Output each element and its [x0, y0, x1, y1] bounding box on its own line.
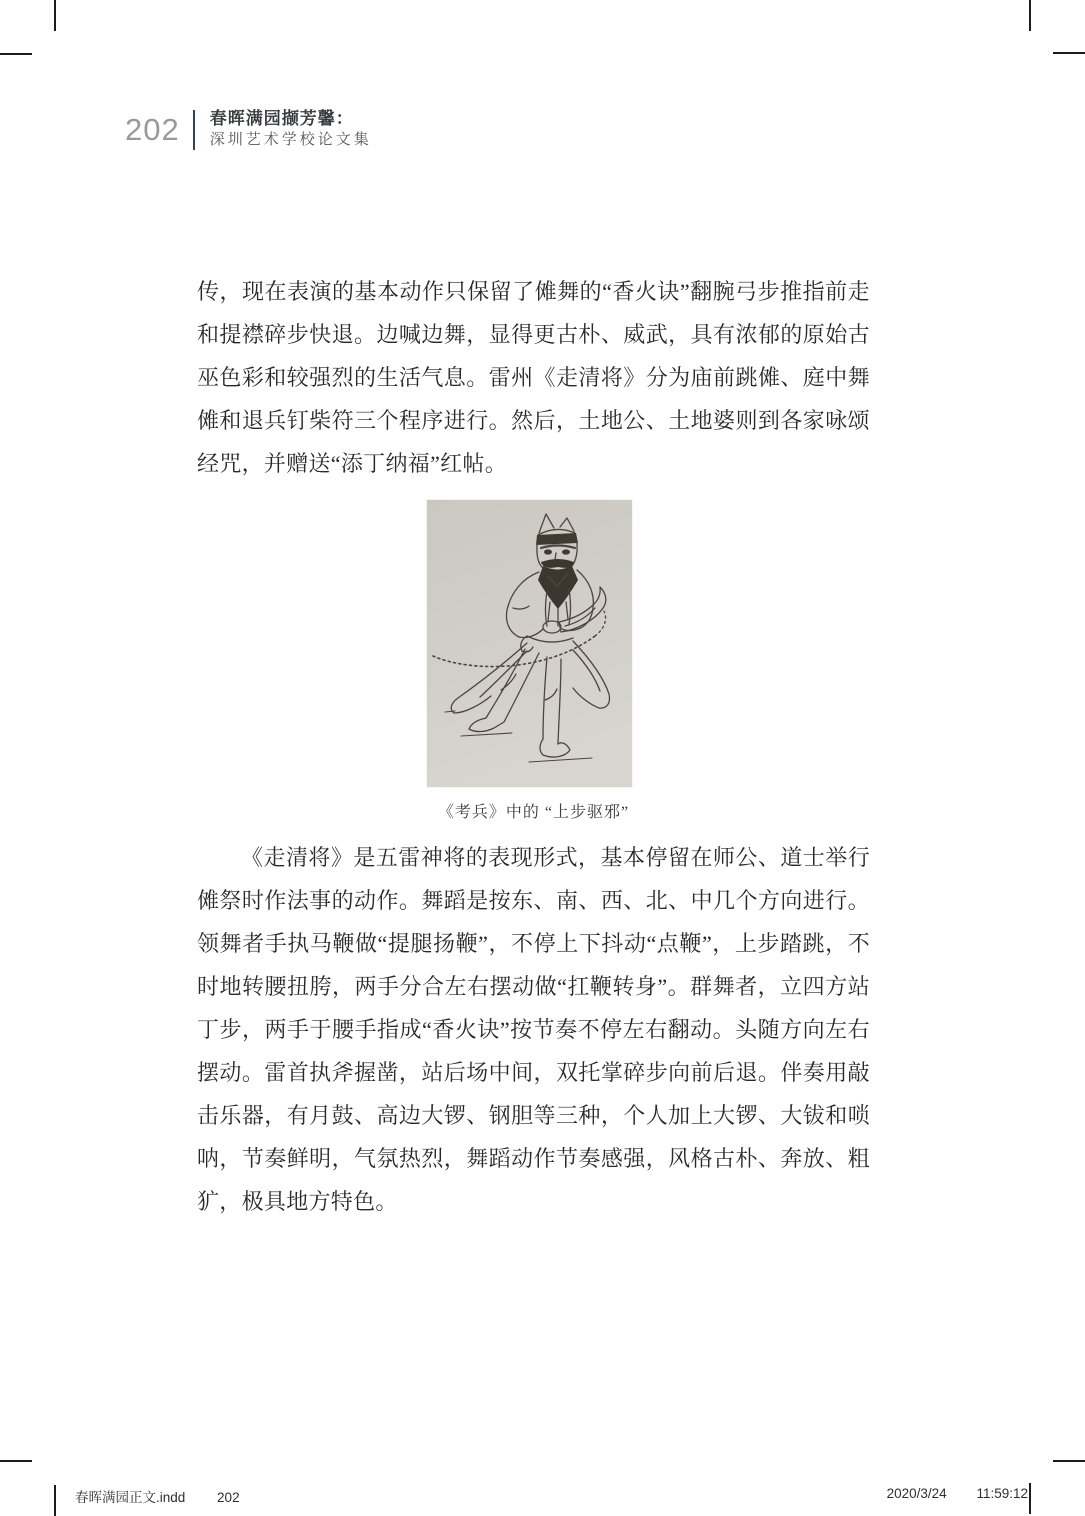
footer-slug: [0, 1486, 1085, 1506]
body-paragraph-1: 传，现在表演的基本动作只保留了傩舞的“香火诀”翻腕弓步推指前走和提襟碎步快退。边喊边舞，显得更古朴、威武，具有浓郁的原始古巫色彩和较强烈的生活气息。雷州《走清将》分为庙前跳傩、庭中舞傩和退兵钉柴符三个程序进行。然后，土地公、土地婆则到各家咏颂经咒，并赠送“添丁纳福”红帖。: [197, 279, 870, 476]
crop-mark-bottom-right-horizontal: [1053, 1460, 1085, 1462]
crop-mark-top-right-vertical: [1029, 0, 1031, 31]
footer-filename: 春晖满园正文.indd: [75, 1490, 186, 1505]
body-paragraph-2: 《走清将》是五雷神将的表现形式，基本停留在师公、道士举行傩祭时作法事的动作。舞蹈是按东、南、西、北、中几个方向进行。领舞者手执马鞭做“提腿扬鞭”，不停上下抖动“点鞭”，上步踏跳，不时地转腰扭胯，两手分合左右摆动做“扛鞭转身”。群舞者，立四方站丁步，两手于腰手指成“香火诀”按节奏不停左右翻动。头随方向左右摆动。雷首执斧握凿，站后场中间，双托掌碎步向前后退。伴奏用敲击乐器，有月鼓、高边大锣、钢胆等三种，个人加上大锣、大钹和唢呐，节奏鲜明，气氛热烈，舞蹈动作节奏感强，风格古朴、奔放、粗犷，极具地方特色。: [197, 845, 870, 1214]
header-titles: [210, 108, 372, 151]
book-title: 春晖满园撷芳馨：: [209, 109, 354, 128]
footer-time: 11:59:12: [976, 1486, 1028, 1501]
figure-illustration: [427, 500, 632, 787]
figure-caption: 《考兵》中的 “上步驱邪”: [437, 804, 630, 821]
running-head: [125, 108, 372, 151]
crop-mark-top-right-horizontal: [1053, 52, 1085, 54]
header-divider-line: [193, 110, 195, 150]
crop-mark-top-left-vertical: [54, 0, 56, 31]
footer-datetime-block: [887, 1486, 1028, 1501]
footer-date: 2020/3/24: [886, 1486, 947, 1501]
crop-mark-bottom-left-horizontal: [0, 1460, 32, 1462]
footer-page-number: 202: [217, 1490, 240, 1505]
crop-mark-top-left-horizontal: [0, 53, 32, 55]
footer-filename-block: [75, 1486, 240, 1506]
page-number: 202: [125, 112, 180, 147]
book-subtitle: 深圳艺术学校论文集: [209, 132, 372, 148]
